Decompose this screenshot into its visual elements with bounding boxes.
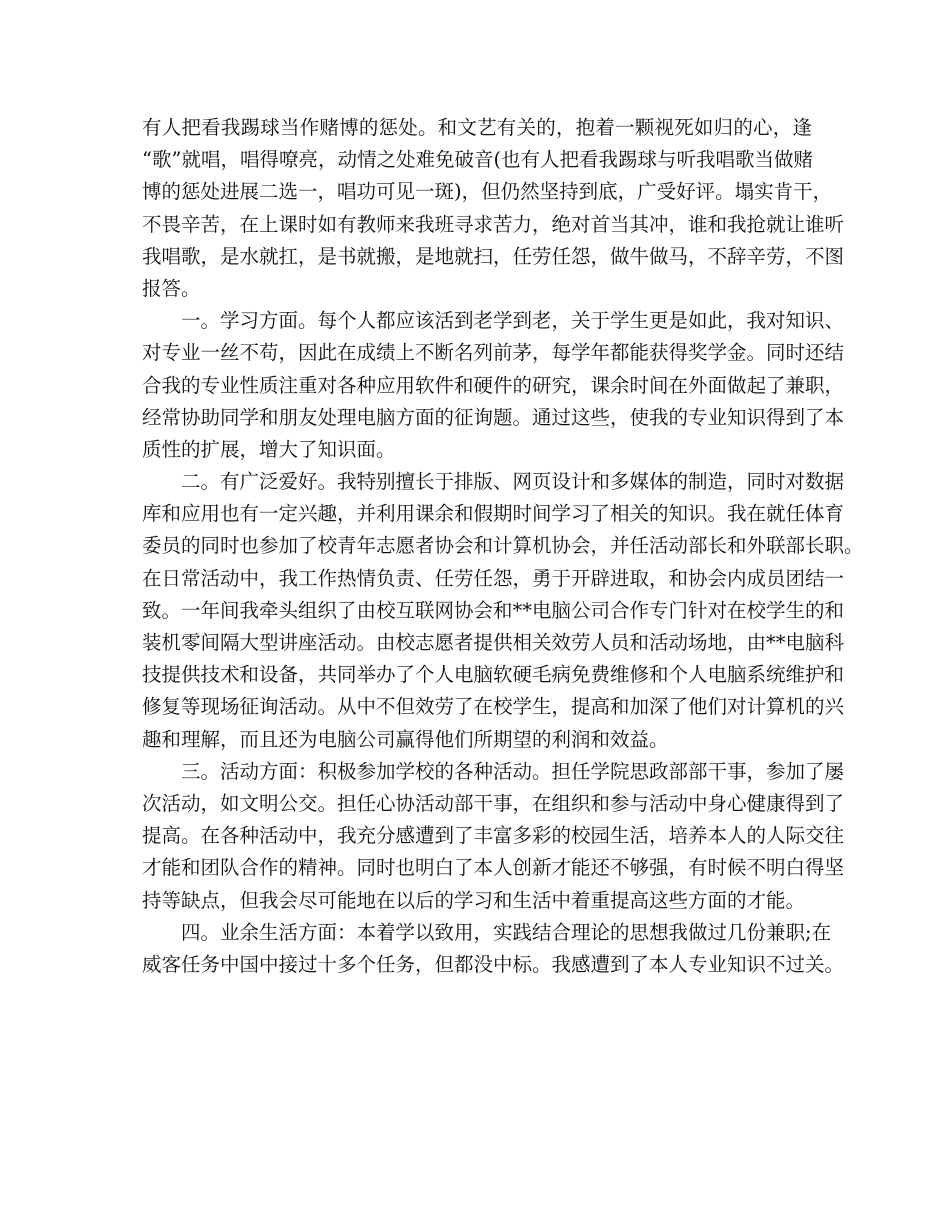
text-line: 博的惩处进展二选一，唱功可见一斑)，但仍然坚持到底，广受好评。塌实肯干， <box>142 180 833 204</box>
text-line: 库和应用也有一定兴趣，并利用课余和假期时间学习了相关的知识。我在就任体育 <box>142 502 845 526</box>
text-line: 修复等现场征询活动。从中不但效劳了在校学生，提高和加深了他们对计算机的兴 <box>142 695 845 719</box>
text-line: 不畏辛苦，在上课时如有教师来我班寻求苦力，绝对首当其冲，谁和我抢就让谁听 <box>142 212 845 236</box>
document-body <box>142 112 864 981</box>
text-line: 在日常活动中，我工作热情负责、任劳任怨，勇于开辟进取，和协会内成员团结一 <box>142 566 845 590</box>
text-line: 技提供技术和设备，共同举办了个人电脑软硬毛病免费维修和个人电脑系统维护和 <box>142 663 845 687</box>
text-line: 我唱歌，是水就扛，是书就搬，是地就扫，任劳任怨，做牛做马，不辞辛劳，不图 <box>142 244 845 268</box>
paragraph-activities <box>142 756 845 917</box>
paragraph-study <box>142 305 845 466</box>
text-line: 三。活动方面：积极参加学校的各种活动。担任学院思政部部干事，参加了屡 <box>181 759 845 783</box>
text-line: 二。有广泛爱好。我特别擅长于排版、网页设计和多媒体的制造，同时对数据 <box>181 470 845 494</box>
text-line: 合我的专业性质注重对各种应用软件和硬件的研究，课余时间在外面做起了兼职， <box>142 373 845 397</box>
text-line: 质性的扩展，增大了知识面。 <box>142 437 396 461</box>
text-line: 四。业余生活方面：本着学以致用，实践结合理论的思想我做过几份兼职;在 <box>181 920 832 944</box>
text-line: 委员的同时也参加了校青年志愿者协会和计算机协会，并任活动部长和外联部长职。 <box>142 534 864 558</box>
text-line: 次活动，如文明公交。担任心协活动部干事，在组织和参与活动中身心健康得到了 <box>142 791 845 815</box>
text-line: 装机零间隔大型讲座活动。由校志愿者提供相关效劳人员和活动场地，由**电脑科 <box>142 631 845 654</box>
text-line: 报答。 <box>142 276 201 300</box>
text-line: 才能和团队合作的精神。同时也明白了本人创新才能还不够强，有时候不明白得坚 <box>142 856 845 880</box>
text-line: 趣和理解，而且还为电脑公司赢得他们所期望的利润和效益。 <box>142 727 669 751</box>
text-line: 经常协助同学和朋友处理电脑方面的征询题。通过这些，使我的专业知识得到了本 <box>142 405 845 429</box>
paragraph-hobbies-continued <box>142 112 845 305</box>
text-line: “歌”就唱，唱得嘹亮，动情之处难免破音(也有人把看我踢球与听我唱歌当做赌 <box>142 148 814 172</box>
text-line: 持等缺点，但我会尽可能地在以后的学习和生活中着重提高这些方面的才能。 <box>142 888 806 912</box>
text-line: 提高。在各种活动中，我充分感遭到了丰富多彩的校园生活，培养本人的人际交往 <box>142 824 845 848</box>
paragraph-spare-time <box>142 917 845 981</box>
text-line: 一。学习方面。每个人都应该活到老学到老，关于学生更是如此，我对知识、 <box>181 309 845 333</box>
text-line: 对专业一丝不苟，因此在成绩上不断名列前茅，每学年都能获得奖学金。同时还结 <box>142 341 845 365</box>
text-line: 有人把看我踢球当作赌博的惩处。和文艺有关的，抱着一颗视死如归的心，逢 <box>142 116 812 139</box>
paragraph-interests <box>142 466 864 756</box>
text-line: 威客任务中国中接过十多个任务，但都没中标。我感遭到了本人专业知识不过关。 <box>142 952 845 976</box>
text-line: 致。一年间我牵头组织了由校互联网协会和**电脑公司合作专门针对在校学生的和 <box>142 598 845 622</box>
